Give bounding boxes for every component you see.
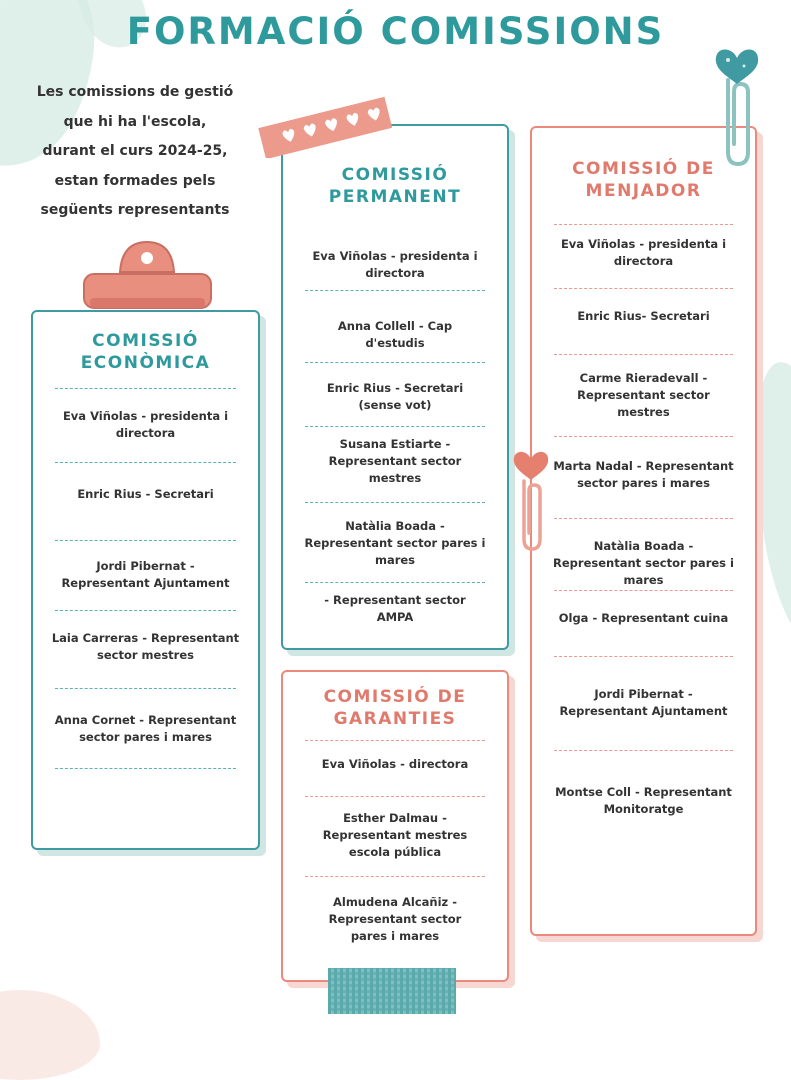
card-title: COMISSIÓ DE MENJADOR: [572, 159, 715, 201]
separator: [55, 610, 236, 611]
separator: [554, 750, 733, 751]
member-entry: Marta Nadal - Representant sector pares i mares: [553, 459, 734, 490]
member-entry: Carme Rieradevall - Representant sector mestres: [577, 371, 710, 419]
member-entry: Almudena Alcañiz - Representant sector pares i mares: [328, 895, 462, 943]
paperclip-heart-icon: [706, 40, 768, 170]
separator: [554, 436, 733, 437]
separator: [305, 426, 485, 427]
member-entry: Eva Viñolas - presidenta i directora: [312, 249, 478, 280]
member-entry: Susana Estiarte - Representant sector mestres: [328, 437, 462, 485]
card-comissio-menjador: [530, 126, 757, 936]
member-entry: Esther Dalmau - Representant mestres escola pública: [322, 811, 468, 859]
card-comissio-permanent: [281, 124, 509, 650]
washi-tape-hearts: [254, 96, 396, 158]
member-entry: Anna Collell - Cap d'estudis: [337, 319, 453, 350]
separator: [55, 768, 236, 769]
member-entry: - Representant sector AMPA: [324, 593, 466, 624]
member-entry: Eva Viñolas - presidenta i directora: [62, 409, 229, 440]
separator: [305, 876, 485, 877]
member-entry: Jordi Pibernat - Representant Ajuntament: [559, 687, 728, 718]
washi-tape-checkered: [328, 966, 456, 1016]
member-entry: Jordi Pibernat - Representant Ajuntament: [61, 559, 230, 590]
separator: [55, 462, 236, 463]
separator: [55, 388, 236, 389]
paperclip-heart-icon: [508, 445, 554, 555]
separator: [554, 288, 733, 289]
separator: [55, 540, 236, 541]
separator: [305, 290, 485, 291]
clipboard-clip-icon: [80, 236, 215, 318]
separator: [554, 224, 733, 225]
separator: [305, 582, 485, 583]
separator: [55, 688, 236, 689]
card-title: COMISSIÓ PERMANENT: [328, 165, 462, 207]
member-entry: Montse Coll - Representant Monitoratge: [555, 785, 732, 816]
page-title: FORMACIÓ COMISSIONS: [126, 10, 665, 53]
separator: [305, 740, 485, 741]
separator: [305, 796, 485, 797]
member-entry: Eva Viñolas - directora: [321, 757, 469, 771]
member-entry: Laia Carreras - Representant sector mestres: [51, 631, 240, 662]
member-entry: Natàlia Boada - Representant sector pares i mares: [553, 539, 734, 587]
member-entry: Natàlia Boada - Representant sector pares i mares: [304, 519, 486, 567]
card-title: COMISSIÓ DE GARANTIES: [323, 687, 467, 729]
separator: [554, 656, 733, 657]
separator: [305, 362, 485, 363]
member-entry: Enric Rius - Secretari: [77, 487, 214, 501]
separator: [305, 502, 485, 503]
decorative-leaf: [0, 990, 100, 1080]
separator: [554, 354, 733, 355]
card-comissio-garanties: [281, 670, 509, 982]
separator: [554, 590, 733, 591]
card-title: COMISSIÓ ECONÒMICA: [80, 331, 211, 373]
member-entry: Enric Rius - Secretari (sense vot): [326, 381, 464, 412]
member-entry: Enric Rius- Secretari: [577, 309, 710, 323]
separator: [554, 518, 733, 519]
member-entry: Eva Viñolas - presidenta i directora: [560, 237, 727, 268]
card-comissio-economica: [31, 310, 260, 850]
member-entry: Olga - Representant cuina: [558, 611, 729, 625]
intro-text: Les comissions de gestió que hi ha l'escola, durant el curs 2024-25, estan formades pels següents representants: [36, 84, 234, 218]
member-entry: Anna Cornet - Representant sector pares i mares: [54, 713, 237, 744]
